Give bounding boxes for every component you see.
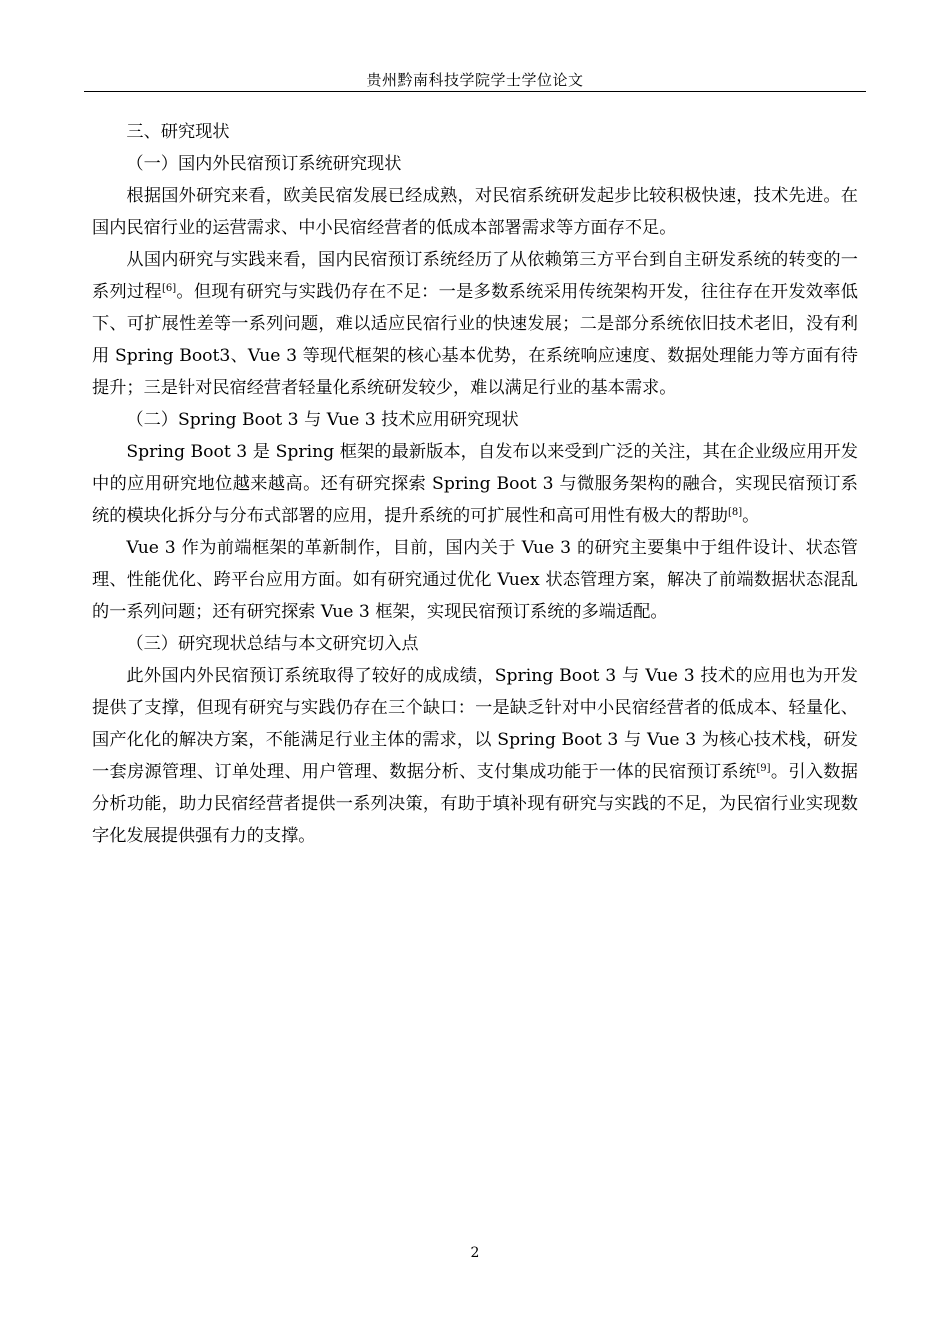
paragraph-text: 。但现有研究与实践仍存在不足：一是多数系统采用传统架构开发，往往存在开发效率低下、可扩展性差等一系列问题，难以适应民宿行业的快速发展；二是部分系统依旧技术老旧，没有利用 Spring Boot3、Vue 3 等现代框架的核心基本优势，在系统响应速度、数据处理能力等方面有待提升；三是针对民宿经营者轻量化系统研发较少，难以满足行业的基本需求。 xyxy=(92,282,858,398)
page-number: 2 xyxy=(470,1245,480,1261)
subsection-heading-3: （三）研究现状总结与本文研究切入点 xyxy=(126,634,419,654)
paragraph-1-1: 根据国外研究来看，欧美民宿发展已经成熟，对民宿系统研发起步比较积极快速，技术先进。在国内民宿行业的运营需求、中小民宿经营者的低成本部署需求等方面存不足。 xyxy=(92,186,858,238)
page-body xyxy=(92,116,858,852)
paragraph-2-2: Vue 3 作为前端框架的革新制作，目前，国内关于 Vue 3 的研究主要集中于组件设计、状态管理、性能优化、跨平台应用方面。如有研究通过优化 Vuex 状态管理方案，解决了前端数据状态混乱的一系列问题；还有研究探索 Vue 3 框架，实现民宿预订系统的多端适配。 xyxy=(92,538,858,622)
paragraph-text: 从国内研究与实践来看，国内民宿预订系统经历了从依赖第三方平台到自主研发系统的转变的一系列过程 xyxy=(92,250,858,302)
subsection-heading-2: （二）Spring Boot 3 与 Vue 3 技术应用研究现状 xyxy=(126,410,519,430)
citation: [6] xyxy=(161,283,177,294)
paragraph-3-1 xyxy=(92,660,858,852)
paragraph-text: 。 xyxy=(742,506,760,526)
citation: [8] xyxy=(727,507,743,518)
paragraph-text: Spring Boot 3 是 Spring 框架的最新版本，自发布以来受到广泛的关注，其在企业级应用开发中的应用研究地位越来越高。还有研究探索 Spring Boot 3 与微服务架构的融合，实现民宿预订系统的模块化拆分与分布式部署的应用，提升系统的可扩展性和高可用性有极大的帮助 xyxy=(92,442,858,526)
section-heading: 三、研究现状 xyxy=(126,122,230,142)
paragraph-1-2 xyxy=(92,244,858,404)
paragraph-text: 此外国内外民宿预订系统取得了较好的成成绩，Spring Boot 3 与 Vue 3 技术的应用也为开发提供了支撑，但现有研究与实践仍存在三个缺口：一是缺乏针对中小民宿经营者的低成本、轻量化、国产化化的解决方案，不能满足行业主体的需求，以 Spring Boot 3 与 Vue 3 为核心技术栈，研发一套房源管理、订单处理、用户管理、数据分析、支付集成功能于一体的民宿预订系统 xyxy=(92,666,858,782)
paragraph-text: 。引入数据分析功能，助力民宿经营者提供一系列决策，有助于填补现有研究与实践的不足，为民宿行业实现数字化发展提供强有力的支撑。 xyxy=(92,762,858,846)
paragraph-2-1 xyxy=(92,436,858,532)
citation: [9] xyxy=(756,763,771,774)
running-header: 贵州黔南科技学院学士学位论文 xyxy=(366,71,584,89)
header-rule xyxy=(84,91,866,92)
subsection-heading-1: （一）国内外民宿预订系统研究现状 xyxy=(126,154,402,174)
